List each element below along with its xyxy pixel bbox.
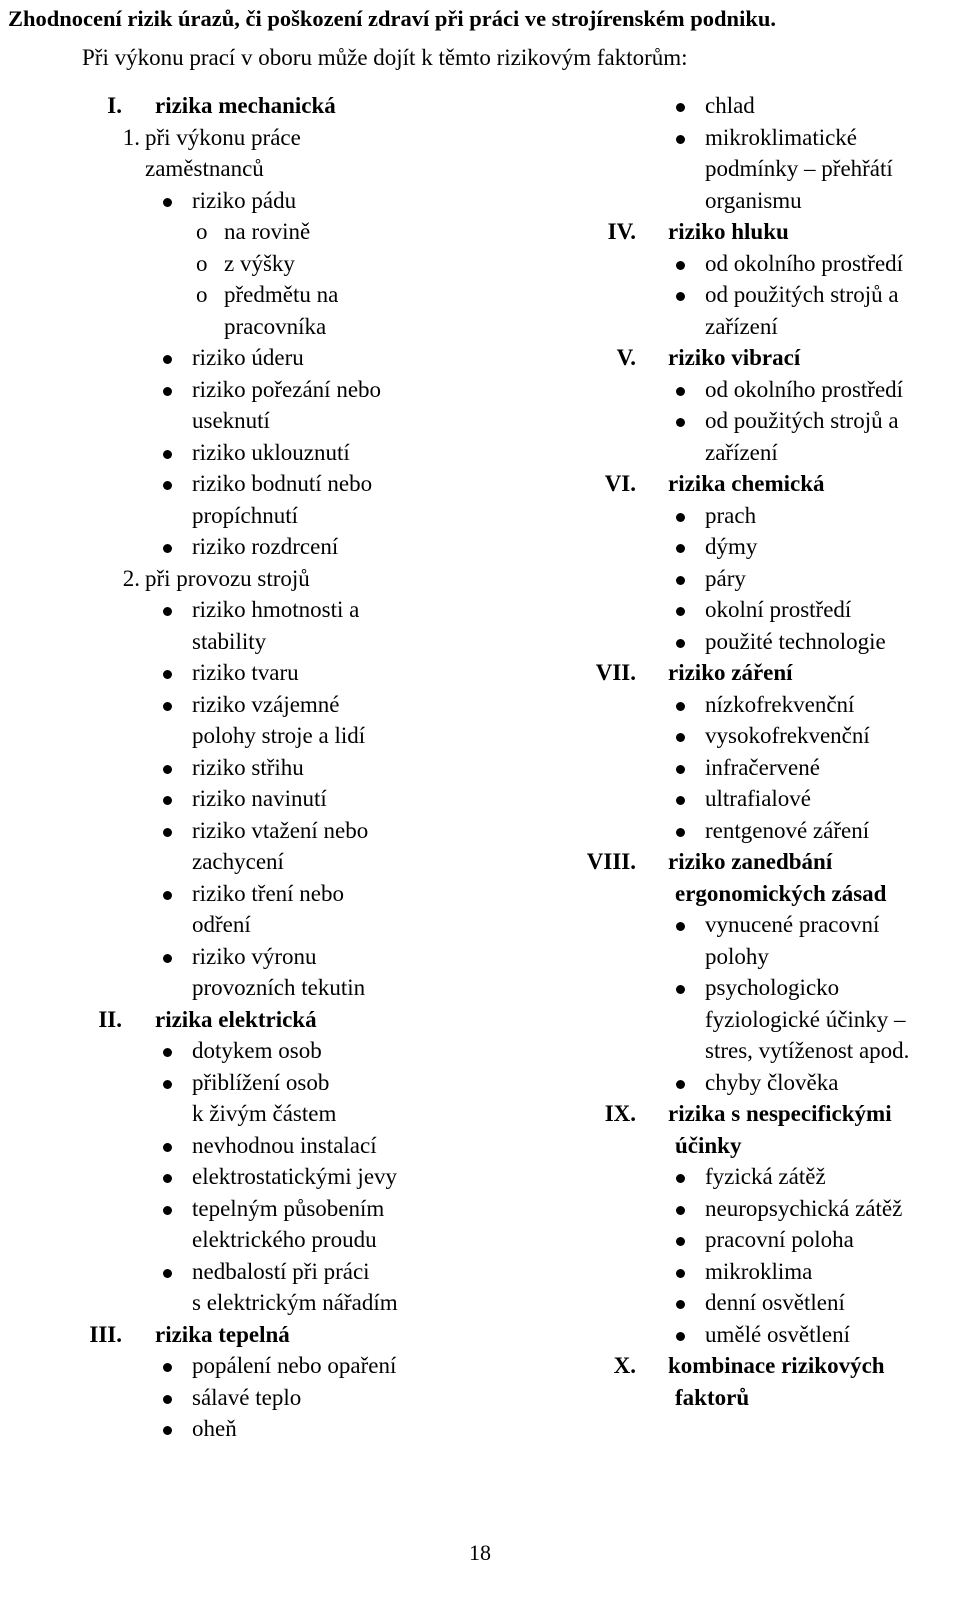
roman-numeral: I. <box>107 93 122 118</box>
list-item: vysokofrekvenční <box>560 720 960 752</box>
list-item: ultrafialové <box>560 783 960 815</box>
list-item: riziko navinutí <box>0 783 560 815</box>
subsection-title-line: při provozu strojů <box>145 565 310 591</box>
section-heading-nonspecific <box>560 1098 960 1161</box>
roman-numeral: VI. <box>604 471 636 496</box>
roman-numeral: III. <box>89 1321 122 1347</box>
list-item: od okolního prostředí <box>560 374 960 406</box>
roman-numeral: IX. <box>604 1101 636 1126</box>
section-title: riziko hluku <box>668 219 789 244</box>
section-heading-thermal <box>0 1319 560 1351</box>
list-item: riziko úderu <box>0 342 560 374</box>
list-item: přiblížení osob k živým částem <box>0 1067 560 1130</box>
list-item: umělé osvětlení <box>560 1319 960 1351</box>
list-item: denní osvětlení <box>560 1287 960 1319</box>
list-item: rentgenové záření <box>560 815 960 847</box>
list-item: neuropsychická zátěž <box>560 1193 960 1225</box>
list-item: riziko střihu <box>0 752 560 784</box>
section-title: rizika tepelná <box>155 1321 290 1347</box>
list-item-fall: riziko pádu <box>0 185 560 217</box>
section-heading-ergonomics <box>560 846 960 909</box>
roman-numeral: V. <box>616 345 636 370</box>
roman-numeral: VII. <box>595 660 636 685</box>
page-number: 18 <box>469 1540 491 1565</box>
list-item: chyby člověka <box>560 1067 960 1099</box>
section-heading-vibration <box>560 342 960 374</box>
list-item: mikroklimatické podmínky – přehřátí organismu <box>560 122 960 217</box>
roman-numeral: VIII. <box>586 849 636 874</box>
section-title: faktorů <box>675 1384 750 1410</box>
list-item: okolní prostředí <box>560 594 960 626</box>
list-item: riziko vtažení nebo zachycení <box>0 815 560 878</box>
section-heading-radiation <box>560 657 960 689</box>
list-item: riziko pořezání nebo useknutí <box>0 374 560 437</box>
subsection-1 <box>0 122 560 154</box>
document-title: Zhodnocení rizik úrazů, či poškození zdraví při práci ve strojírenském podniku. <box>8 6 776 31</box>
section-heading-mechanical <box>0 90 560 122</box>
list-item: riziko rozdrcení <box>0 531 560 563</box>
list-item: od použitých strojů a zařízení <box>560 405 960 468</box>
left-column <box>0 90 560 1445</box>
intro-sentence: Při výkonu prací v oboru může dojít k těmto rizikovým faktorům: <box>82 45 688 70</box>
list-item: nedbalostí při práci s elektrickým nářadím <box>0 1256 560 1319</box>
list-item: tepelným působením elektrického proudu <box>0 1193 560 1256</box>
list-item: oheň <box>0 1413 560 1445</box>
list-item: nevhodnou instalací <box>0 1130 560 1162</box>
section-title: kombinace rizikových <box>668 1353 885 1378</box>
section-title: riziko záření <box>668 660 793 685</box>
section-title: rizika mechanická <box>155 93 336 118</box>
section-title: účinky <box>675 1132 742 1158</box>
list-item: riziko tvaru <box>0 657 560 689</box>
section-title: riziko zanedbání <box>668 849 833 874</box>
list-item: elektrostatickými jevy <box>0 1161 560 1193</box>
list-item: použité technologie <box>560 626 960 658</box>
section-heading-combination <box>560 1350 960 1413</box>
subsection-title-line: zaměstnanců <box>145 156 264 181</box>
section-heading-noise <box>560 216 960 248</box>
list-subitem: o předmětu na pracovníka <box>0 279 560 342</box>
list-item: nízkofrekvenční <box>560 689 960 721</box>
list-item: dotykem osob <box>0 1035 560 1067</box>
section-title: rizika chemická <box>668 471 825 496</box>
roman-numeral: II. <box>98 1006 122 1032</box>
circle-bullet-icon: o <box>196 250 208 276</box>
section-title: rizika elektrická <box>155 1006 317 1032</box>
section-heading-electrical <box>0 1004 560 1036</box>
circle-bullet-icon: o <box>196 219 208 244</box>
list-item: mikroklima <box>560 1256 960 1288</box>
list-item: sálavé teplo <box>0 1382 560 1414</box>
list-item: chlad <box>560 90 960 122</box>
list-item: riziko bodnutí nebo propíchnutí <box>0 468 560 531</box>
list-subitem: o na rovině <box>0 216 560 248</box>
list-item: riziko uklouznutí <box>0 437 560 469</box>
section-title: rizika s nespecifickými <box>668 1101 892 1126</box>
subsection-number: 1. <box>122 124 140 150</box>
list-item: pracovní poloha <box>560 1224 960 1256</box>
list-item: od použitých strojů a zařízení <box>560 279 960 342</box>
list-item: páry <box>560 563 960 595</box>
list-item: fyzická zátěž <box>560 1161 960 1193</box>
list-item: popálení nebo opaření <box>0 1350 560 1382</box>
list-item: riziko vzájemné polohy stroje a lidí <box>0 689 560 752</box>
list-item: riziko tření nebo odření <box>0 878 560 941</box>
section-heading-chemical <box>560 468 960 500</box>
subsection-1-continued <box>0 153 560 185</box>
subsection-title-line: při výkonu práce <box>145 124 301 150</box>
list-item: vynucené pracovní polohy <box>560 909 960 972</box>
section-title: riziko vibrací <box>668 345 801 370</box>
list-item: riziko hmotnosti a stability <box>0 594 560 657</box>
list-item: riziko výronu provozních tekutin <box>0 941 560 1004</box>
roman-numeral: X. <box>613 1353 636 1378</box>
subsection-number: 2. <box>122 565 140 591</box>
roman-numeral: IV. <box>607 219 636 244</box>
list-item: od okolního prostředí <box>560 248 960 280</box>
section-title: ergonomických zásad <box>675 880 887 906</box>
circle-bullet-icon: o <box>196 282 208 307</box>
list-item: prach <box>560 500 960 532</box>
list-item: psychologicko fyziologické účinky – stres, vytíženost apod. <box>560 972 960 1067</box>
list-item: infračervené <box>560 752 960 784</box>
list-item: dýmy <box>560 531 960 563</box>
subsection-2 <box>0 563 560 595</box>
list-subitem: o z výšky <box>0 248 560 280</box>
right-column <box>560 90 960 1413</box>
